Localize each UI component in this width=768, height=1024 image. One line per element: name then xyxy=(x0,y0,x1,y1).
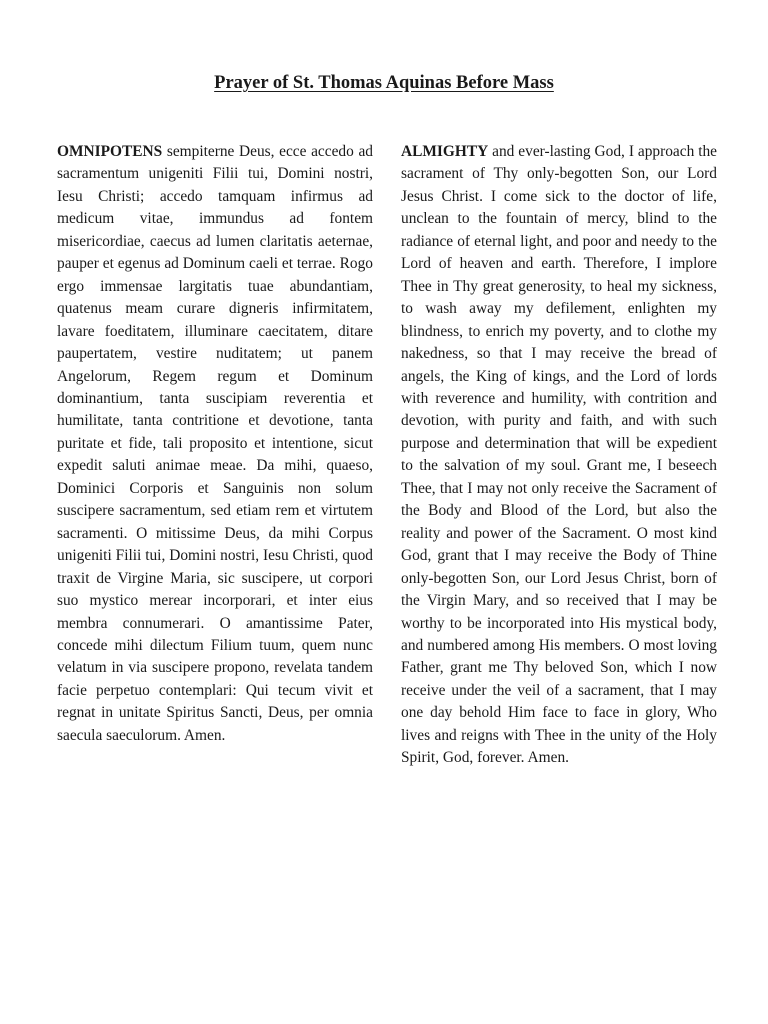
page-title: Prayer of St. Thomas Aquinas Before Mass xyxy=(214,73,554,93)
latin-prayer-text: sempiterne Deus, ecce accedo ad sacramentum unigeniti Filii tui, Domini nostri, Iesu Christi; accedo tamquam infirmus ad medicum vitae, immundus ad fontem misericordiae, caecus ad lumen claritatis aeternae, pauper et egenus ad Dominum caeli et terrae. Rogo ergo immensae largitatis tuae abundantiam, quatenus meam curare digneris infirmitatem, lavare foeditatem, illuminare caecitatem, ditare paupertatem, vestire nuditatem; ut panem Angelorum, Regem regum et Dominum dominantium, tanta suscipiam reverentia et humilitate, tanta contritione et devotione, tanta puritate et fide, tali proposito et intentione, sicut expedit saluti animae meae. Da mihi, quaeso, Dominici Corporis et Sanguinis non solum suscipere sacramentum, sed etiam rem et virtutem sacramenti. O mitissime Deus, da mihi Corpus unigeniti Filii tui, Domini nostri, Iesu Christi, quod traxit de Virgine Maria, sic suscipere, ut corpori suo mystico merear incorporari, et inter eius membra connumerari. O amantissime Pater, concede mihi dilectum Filium tuum, quem nunc velatum in via suscipere propono, revelata tandem facie perpetuo contemplari: Qui tecum vivit et regnat in unitate Spiritus Sancti, Deus, per omnia saecula saeculorum. Amen. xyxy=(57,143,373,744)
english-prayer-column xyxy=(401,141,717,770)
latin-prayer-column xyxy=(57,141,373,747)
latin-lead-word: OMNIPOTENS xyxy=(57,143,163,160)
english-lead-word: ALMIGHTY xyxy=(401,143,489,160)
english-prayer-text: and ever-lasting God, I approach the sacrament of Thy only-begotten Son, our Lord Jesus Christ. I come sick to the doctor of life, unclean to the fountain of mercy, blind to the radiance of eternal light, and poor and needy to the Lord of heaven and earth. Therefore, I implore Thee in Thy great generosity, to heal my sickness, to wash away my defilement, enlighten my blindness, to enrich my poverty, and to clothe my nakedness, so that I may receive the bread of angels, the King of kings, and the Lord of lords with reverence and humility, with contrition and devotion, with purity and faith, and with such purpose and determination that will be expedient to the salvation of my soul. Grant me, I beseech Thee, that I may not only receive the Sacrament of the Body and Blood of the Lord, but also the reality and power of the Sacrament. O most kind God, grant that I may receive the Body of Thine only-begotten Son, our Lord Jesus Christ, born of the Virgin Mary, and so received that I may be worthy to be incorporated into His mystical body, and numbered among His members. O most loving Father, grant me Thy beloved Son, which I now receive under the veil of a sacrament, that I may one day behold Him face to face in glory, Who lives and reigns with Thee in the unity of the Holy Spirit, God, forever. Amen. xyxy=(401,143,717,767)
